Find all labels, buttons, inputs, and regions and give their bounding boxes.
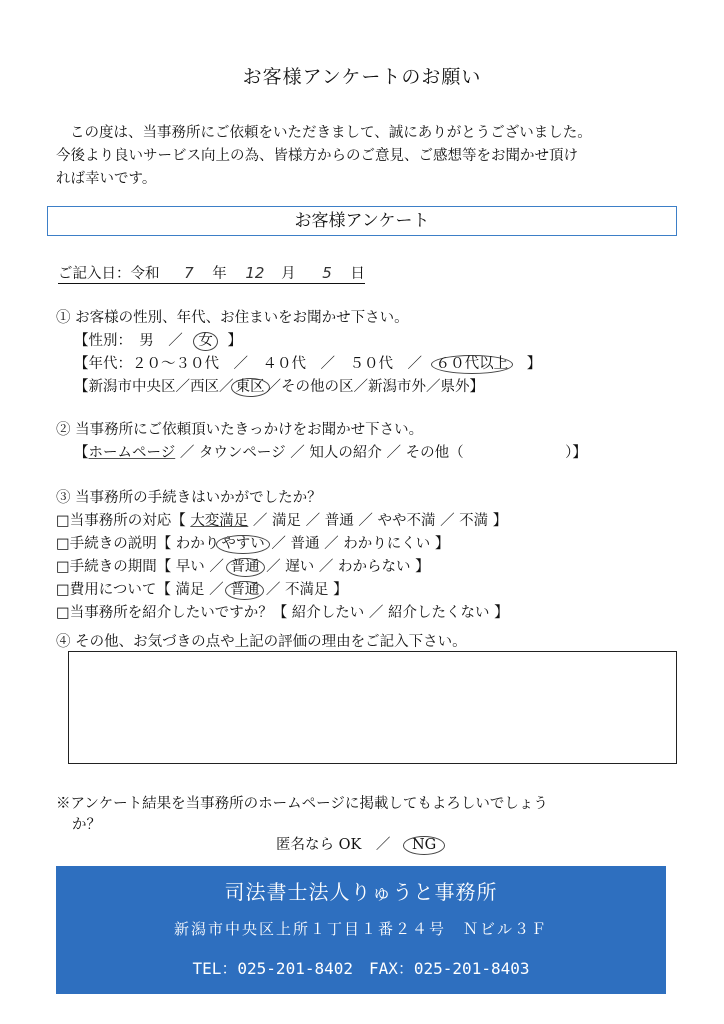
office-name: 司法書士法人りゅうと事務所: [224, 880, 498, 904]
q3-row-response: [56, 509, 507, 530]
entry-date-field: [58, 266, 365, 284]
q3-r1-rest: ／ 満足 ／ 普通 ／ やや不満 ／ 不満 】: [252, 513, 508, 529]
q3-question: ③ 当事務所の手続きはいかがでしたか？: [56, 490, 322, 506]
q1-age-row: [74, 352, 541, 374]
q1-age-selected[interactable]: ６０代以上: [431, 355, 514, 374]
date-month: 12: [245, 264, 265, 282]
intro-line-2: 今後より良いサービス向上の為、皆様方からのご意見、ご感想等をお聞かせ頂け: [56, 148, 578, 164]
publish-ok-option[interactable]: 匿名なら OK ／: [276, 837, 391, 853]
intro-line-1: この度は、当事務所にご依頼をいただきまして、誠にありがとうございました。: [70, 125, 592, 141]
q1-age-suffix: 】: [526, 356, 542, 372]
publish-question-line-2: か？: [72, 817, 101, 833]
q1-gender-selected[interactable]: 女: [193, 332, 218, 351]
date-year-unit: 年: [212, 266, 227, 282]
q4-question: ④ その他、お気づきの点や上記の評価の理由をご記入下さい。: [56, 634, 467, 650]
q3-r4-rest: ／ 不満足 】: [265, 582, 348, 598]
q1-age-prefix: 【年代：２０～３０代 ／ ４０代 ／ ５０代 ／: [74, 356, 422, 372]
q2-rest: ／ タウンページ ／ 知人の紹介 ／ その他（ ）】: [179, 445, 587, 461]
q3-r2-prefix: □手続きの説明【 わかり: [56, 536, 220, 552]
q1-area-prefix: 【新潟市中央区／西区／: [74, 379, 234, 395]
date-month-unit: 月: [281, 266, 296, 282]
date-day-unit: 日: [350, 266, 365, 282]
q1-gender-row: [74, 329, 242, 351]
q3-r4-prefix: □費用について【 満足 ／: [56, 582, 224, 598]
q3-row-recommend: □当事務所を紹介したいですか？【 紹介したい ／ 紹介したくない 】: [56, 605, 509, 621]
q3-r2-selected[interactable]: やすい: [216, 535, 270, 554]
q3-r1-prefix: □当事務所の対応【: [56, 513, 186, 529]
q3-row-fee: [56, 578, 348, 600]
date-day: 5: [322, 264, 332, 282]
q3-r2-rest: ／ 普通 ／ わかりにくい 】: [271, 536, 450, 552]
q1-question: ① お客様の性別、年代、お住まいをお聞かせ下さい。: [56, 310, 409, 326]
entry-date: [58, 262, 365, 283]
intro-text: [56, 122, 686, 191]
q3-row-period: [56, 555, 430, 577]
date-year: 7: [184, 264, 194, 282]
q3-r3-prefix: □手続きの期間【 早い ／: [56, 559, 224, 575]
q2-question: ② 当事務所にご依頼頂いたきっかけをお聞かせ下さい。: [56, 422, 424, 438]
office-contact: TEL：025-201-8402 FAX：025-201-8403: [192, 959, 530, 978]
q3-r3-rest: ／ 遅い ／ わからない 】: [266, 559, 430, 575]
q2-open-bracket: 【: [74, 445, 89, 461]
intro-line-3: れば幸いです。: [56, 171, 157, 187]
office-footer: [56, 866, 666, 994]
survey-section-title: お客様アンケート: [47, 206, 677, 236]
publish-question-line-1: ※アンケート結果を当事務所のホームページに掲載してもよろしいでしょう: [56, 796, 548, 812]
document-title: お客様アンケートのお願い: [242, 66, 482, 88]
q3-r3-selected[interactable]: 普通: [226, 558, 265, 577]
q3-r4-selected[interactable]: 普通: [225, 581, 264, 600]
date-label: ご記入日：令和: [58, 266, 160, 282]
office-address: 新潟市中央区上所１丁目１番２４号 Ｎビル３Ｆ: [173, 920, 548, 938]
q4-comment-box[interactable]: [68, 651, 677, 764]
publish-answer-row: [276, 833, 442, 855]
q1-area-selected[interactable]: 東区: [231, 378, 270, 397]
q3-row-explanation: [56, 532, 449, 554]
publish-selected[interactable]: NG: [403, 836, 445, 855]
q3-r1-selected[interactable]: 大変満足: [190, 513, 249, 529]
q2-selected[interactable]: ホームページ: [88, 445, 176, 461]
q1-gender-suffix: 】: [227, 333, 242, 349]
q1-area-row: [74, 375, 484, 397]
q1-area-suffix: ／その他の区／新潟市外／県外】: [266, 379, 484, 395]
q2-answer-row: [74, 441, 587, 462]
q1-gender-prefix: 【性別： 男 ／: [74, 333, 183, 349]
